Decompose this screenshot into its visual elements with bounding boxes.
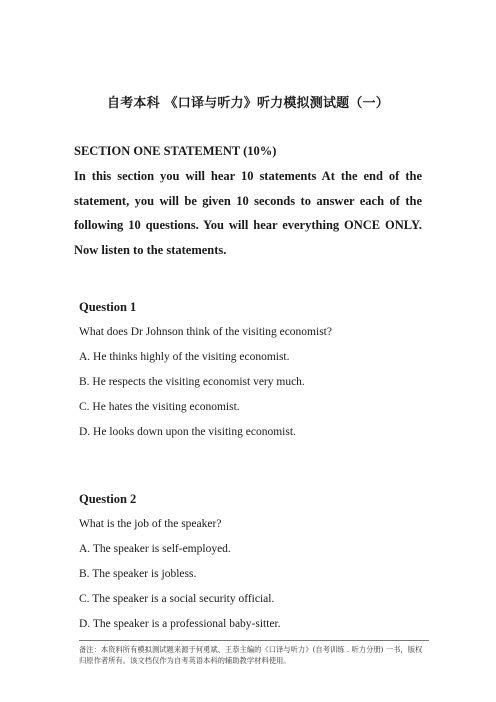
option-b: B. He respects the visiting economist very much. [79,376,305,388]
section-heading: SECTION ONE STATEMENT (10%) [74,144,277,158]
question-title: Question 1 [79,300,137,314]
option-a: A. The speaker is self-employed. [79,543,231,555]
question-text: What is the job of the speaker? [79,518,222,530]
question-text: What does Dr Johnson think of the visiting economist? [79,326,332,338]
option-d: D. The speaker is a professional baby-sitter. [79,618,281,630]
question-1 [79,298,429,448]
document-title: 自考本科 《口译与听力》听力模拟测试题（一） [107,96,389,111]
option-c: C. He hates the visiting economist. [79,401,240,413]
option-b: B. The speaker is jobless. [79,568,197,580]
option-a: A. He thinks highly of the visiting economist. [79,351,290,363]
section-instructions: In this section you will hear 10 statements At the end of the statement, you will be given 10 seconds to answer each of the following 10 questions. You will hear everything ONCE ONLY. Now listen to the statements. [74,169,422,257]
footnote: 备注：本资料所有模拟测试题来源于何勇斌、王恭主编的《口译与听力》(自考训练 . 听力分册) 一书，版权归原作者所有。该文档仅作为自考英语本科的辅助教学材料使用。 [79,640,429,666]
question-2 [79,490,429,640]
option-d: D. He looks down upon the visiting economist. [79,426,296,438]
option-c: C. The speaker is a social security official. [79,593,275,605]
question-title: Question 2 [79,492,137,506]
